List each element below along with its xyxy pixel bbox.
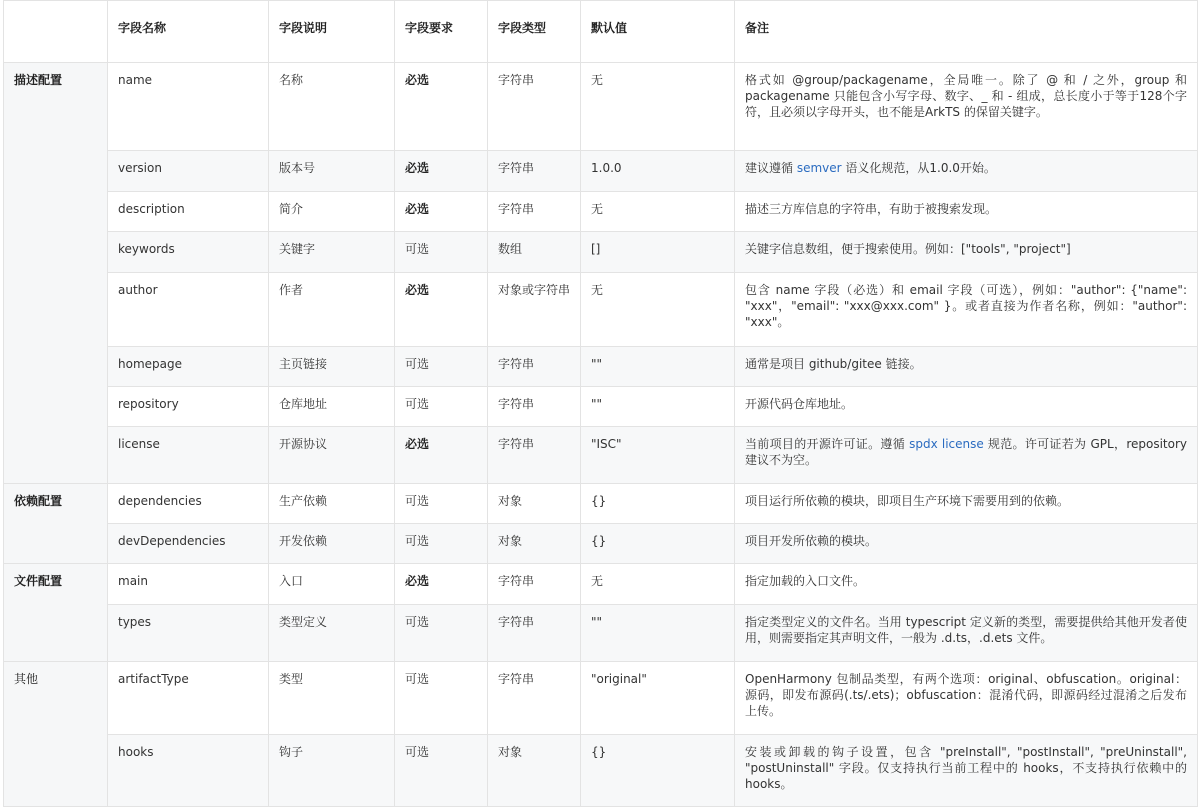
cell-type: 字符串 <box>488 564 581 605</box>
cell-note: 指定加载的入口文件。 <box>735 564 1198 605</box>
table-row <box>4 662 1198 735</box>
cell-field: keywords <box>108 232 269 273</box>
cell-default: 1.0.0 <box>581 151 735 192</box>
cell-note: OpenHarmony 包制品类型，有两个选项：original、obfuscation。original：源码，即发布源码(.ts/.ets)；obfuscation：混淆代码，即源码经过混淆之后发布上传。 <box>735 662 1198 735</box>
cell-field: name <box>108 63 269 151</box>
group-describe: 描述配置 <box>4 63 108 484</box>
header-field-req: 字段要求 <box>395 1 488 63</box>
cell-req: 可选 <box>395 605 488 662</box>
group-deps: 依赖配置 <box>4 484 108 564</box>
cell-field: version <box>108 151 269 192</box>
table-row <box>4 63 1198 151</box>
group-other: 其他 <box>4 662 108 807</box>
cell-field: hooks <box>108 735 269 807</box>
cell-note: 开源代码仓库地址。 <box>735 387 1198 427</box>
cell-field: devDependencies <box>108 524 269 564</box>
cell-desc: 主页链接 <box>269 347 395 387</box>
table-row <box>4 524 1198 564</box>
cell-type: 字符串 <box>488 605 581 662</box>
header-row <box>4 1 1198 63</box>
cell-default: 无 <box>581 564 735 605</box>
header-group <box>4 1 108 63</box>
cell-default: {} <box>581 484 735 524</box>
cell-field: description <box>108 192 269 232</box>
cell-default: "" <box>581 347 735 387</box>
cell-type: 对象或字符串 <box>488 273 581 347</box>
cell-desc: 简介 <box>269 192 395 232</box>
cell-type: 字符串 <box>488 151 581 192</box>
cell-field: license <box>108 427 269 484</box>
table-row <box>4 151 1198 192</box>
cell-req: 必选 <box>395 63 488 151</box>
cell-note: 关键字信息数组，便于搜索使用。例如：["tools", "project"] <box>735 232 1198 273</box>
cell-field: types <box>108 605 269 662</box>
cell-req: 必选 <box>395 151 488 192</box>
header-field-type: 字段类型 <box>488 1 581 63</box>
cell-desc: 钩子 <box>269 735 395 807</box>
cell-field: artifactType <box>108 662 269 735</box>
table-row <box>4 427 1198 484</box>
table-row <box>4 564 1198 605</box>
cell-desc: 仓库地址 <box>269 387 395 427</box>
cell-req: 可选 <box>395 484 488 524</box>
cell-note: 项目运行所依赖的模块，即项目生产环境下需要用到的依赖。 <box>735 484 1198 524</box>
cell-req: 可选 <box>395 347 488 387</box>
cell-type: 字符串 <box>488 427 581 484</box>
cell-type: 数组 <box>488 232 581 273</box>
cell-field: homepage <box>108 347 269 387</box>
table-row <box>4 347 1198 387</box>
cell-default: 无 <box>581 63 735 151</box>
cell-default: 无 <box>581 273 735 347</box>
header-field-desc: 字段说明 <box>269 1 395 63</box>
cell-req: 必选 <box>395 192 488 232</box>
cell-note <box>735 427 1198 484</box>
table-row <box>4 735 1198 807</box>
cell-field: repository <box>108 387 269 427</box>
table-row <box>4 273 1198 347</box>
cell-desc: 类型定义 <box>269 605 395 662</box>
cell-default: {} <box>581 735 735 807</box>
cell-desc: 开发依赖 <box>269 524 395 564</box>
semver-link[interactable]: semver <box>796 161 842 175</box>
cell-desc: 名称 <box>269 63 395 151</box>
table-row <box>4 484 1198 524</box>
cell-req: 可选 <box>395 387 488 427</box>
table-row <box>4 605 1198 662</box>
cell-note: 安装或卸载的钩子设置，包含 "preInstall", "postInstall", "preUninstall", "postUninstall" 字段。仅支持执行当前工程中的 hooks，不支持执行依赖中的 hooks。 <box>735 735 1198 807</box>
cell-type: 字符串 <box>488 63 581 151</box>
cell-note <box>735 151 1198 192</box>
header-default: 默认值 <box>581 1 735 63</box>
table-row <box>4 232 1198 273</box>
cell-req: 可选 <box>395 662 488 735</box>
cell-req: 可选 <box>395 735 488 807</box>
package-fields-table <box>3 0 1198 807</box>
cell-desc: 作者 <box>269 273 395 347</box>
cell-desc: 关键字 <box>269 232 395 273</box>
table-row <box>4 192 1198 232</box>
cell-type: 字符串 <box>488 387 581 427</box>
group-files: 文件配置 <box>4 564 108 662</box>
cell-default: [] <box>581 232 735 273</box>
cell-note: 通常是项目 github/gitee 链接。 <box>735 347 1198 387</box>
note-text: 规范。许可证若为 GPL，repository 建议不为空。 <box>745 437 1188 467</box>
note-text: 当前项目的开源许可证。遵循 <box>745 437 910 451</box>
cell-type: 字符串 <box>488 662 581 735</box>
cell-type: 对象 <box>488 524 581 564</box>
cell-note: 指定类型定义的文件名。当用 typescript 定义新的类型，需要提供给其他开发者使用，则需要指定其声明文件，一般为 .d.ts，.d.ets 文件。 <box>735 605 1198 662</box>
cell-req: 可选 <box>395 524 488 564</box>
cell-type: 字符串 <box>488 347 581 387</box>
cell-note: 描述三方库信息的字符串，有助于被搜索发现。 <box>735 192 1198 232</box>
cell-req: 必选 <box>395 427 488 484</box>
cell-default: "" <box>581 605 735 662</box>
cell-default: "" <box>581 387 735 427</box>
cell-desc: 版本号 <box>269 151 395 192</box>
note-text: 建议遵循 <box>745 161 797 175</box>
cell-note: 包含 name 字段（必选）和 email 字段（可选），例如："author": {"name": "xxx"，"email": "xxx@xxx.com" }。或者直接为作者名称，例如："author": "xxx"。 <box>735 273 1198 347</box>
cell-desc: 开源协议 <box>269 427 395 484</box>
cell-desc: 类型 <box>269 662 395 735</box>
cell-field: author <box>108 273 269 347</box>
header-note: 备注 <box>735 1 1198 63</box>
cell-desc: 入口 <box>269 564 395 605</box>
cell-default: "original" <box>581 662 735 735</box>
cell-desc: 生产依赖 <box>269 484 395 524</box>
note-text: 语义化规范，从1.0.0开始。 <box>841 161 996 175</box>
cell-note: 格式如 @group/packagename，全局唯一。除了 @ 和 / 之外，group 和 packagename 只能包含小写字母、数字、_ 和 - 组成，总长度小于等于128个字符，且必须以字母开头，也不能是ArkTS 的保留关键字。 <box>735 63 1198 151</box>
spdx-license-link[interactable]: spdx license <box>909 437 984 451</box>
cell-field: main <box>108 564 269 605</box>
table-row <box>4 387 1198 427</box>
cell-default: 无 <box>581 192 735 232</box>
cell-default: "ISC" <box>581 427 735 484</box>
cell-type: 字符串 <box>488 192 581 232</box>
cell-req: 可选 <box>395 232 488 273</box>
cell-note: 项目开发所依赖的模块。 <box>735 524 1198 564</box>
cell-type: 对象 <box>488 484 581 524</box>
cell-req: 必选 <box>395 564 488 605</box>
header-field-name: 字段名称 <box>108 1 269 63</box>
cell-req: 必选 <box>395 273 488 347</box>
cell-type: 对象 <box>488 735 581 807</box>
cell-field: dependencies <box>108 484 269 524</box>
cell-default: {} <box>581 524 735 564</box>
